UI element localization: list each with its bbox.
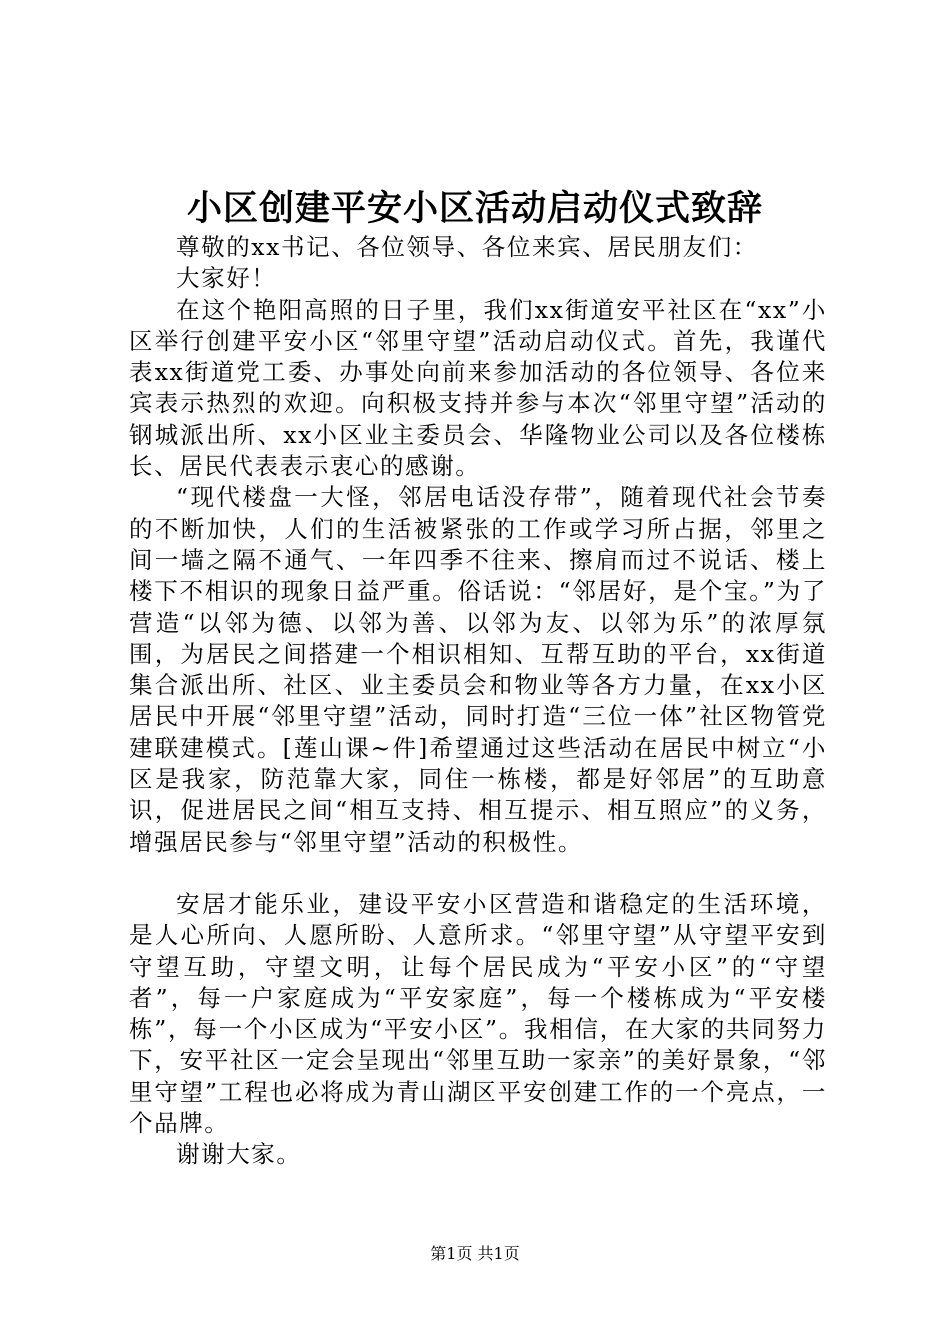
page-number: 第1页 共1页 xyxy=(430,1244,520,1263)
paragraph-neighbors: “现代楼盘一大怪，邻居电话没存带”，随着现代社会节奏的不断加快，人们的生活被紧张的工作或学习所占据，邻里之间一墙之隔不通气、一年四季不往来、擦肩而过不说话、楼上楼下不相识的现象日益严重。俗话说：“邻居好，是个宝。”为了营造“以邻为德、以邻为善、以邻为友、以邻为乐”的浓厚氛围，为居民之间搭建一个相识相知、互帮互助的平台，xx街道集合派出所、社区、业主委员会和物业等各方力量，在xx小区居民中开展“邻里守望”活动，同时打造“三位一体”社区物管党建联建模式。[莲山课~件]希望通过这些活动在居民中树立“小区是我家，防范靠大家，同住一栋楼，都是好邻居”的互助意识，促进居民之间“相互支持、相互提示、相互照应”的义务，增强居民参与“邻里守望”活动的积极性。 xyxy=(129,483,827,856)
closing: 谢谢大家。 xyxy=(176,1140,302,1169)
salutation: 尊敬的xx书记、各位领导、各位来宾、居民朋友们： xyxy=(176,233,758,261)
greeting: 大家好！ xyxy=(176,264,277,293)
paragraph-opening: 在这个艳阳高照的日子里，我们xx街道安平社区在“xx”小区举行创建平安小区“邻里守望”活动启动仪式。首先，我谨代表xx街道党工委、办事处向前来参加活动的各位领导、各位来宾表示热烈的欢迎。向积极支持并参与本次“邻里守望”活动的钢城派出所、xx小区业主委员会、华隆物业公司以及各位楼栋长、居民代表表示衷心的感谢。 xyxy=(129,295,827,481)
document-title: 小区创建平安小区活动启动仪式致辞 xyxy=(186,188,763,229)
document-body xyxy=(129,232,827,1171)
paragraph-safety: 安居才能乐业，建设平安小区营造和谐稳定的生活环境，是人心所向、人愿所盼、人意所求。“邻里守望”从守望平安到守望互助，守望文明，让每个居民成为“平安小区”的“守望者”，每一户家庭成为“平安家庭”，每一个楼栋成为“平安楼栋”，每一个小区成为“平安小区”。我相信，在大家的共同努力下，安平社区一定会呈现出“邻里互助一家亲”的美好景象，“邻里守望”工程也必将成为青山湖区平安创建工作的一个亮点，一个品牌。 xyxy=(129,889,827,1138)
